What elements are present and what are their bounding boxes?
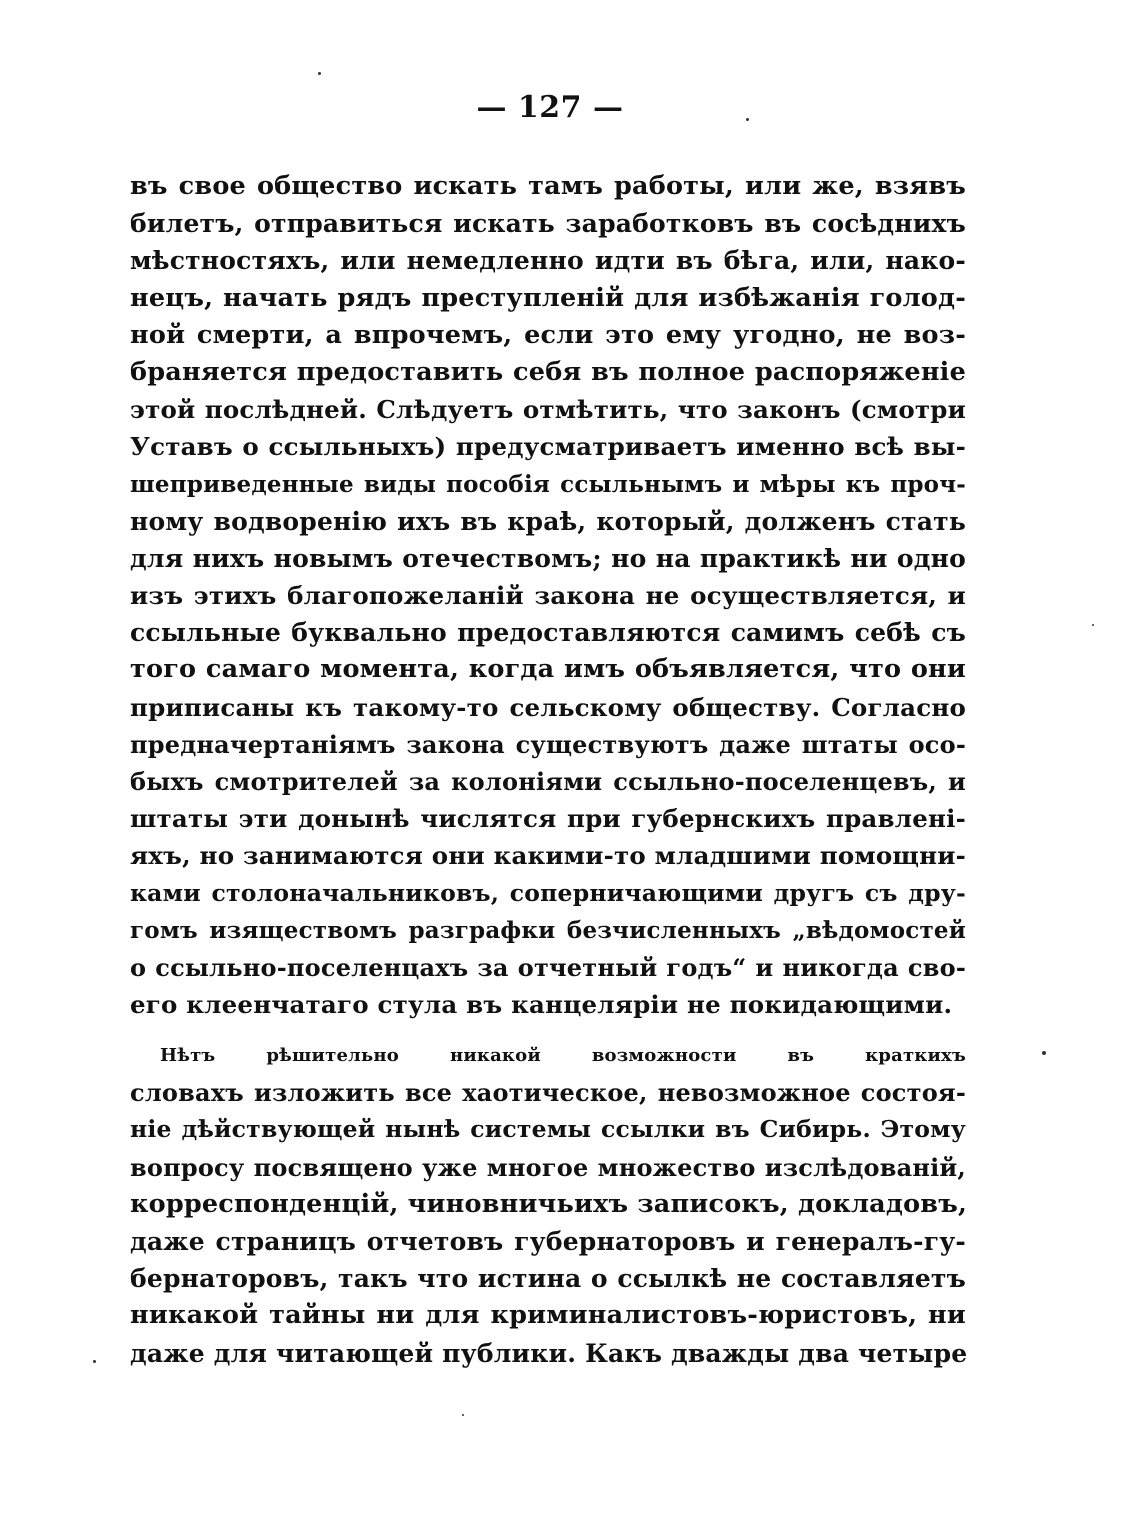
- text-line: этой послѣдней. Слѣдуетъ отмѣтить, что законъ (смотри: [130, 395, 966, 425]
- text-line: для нихъ новымъ отечествомъ; но на практикѣ ни одно: [130, 543, 966, 573]
- text-line: корреспонденцій, чиновничьихъ записокъ, докладовъ,: [130, 1188, 968, 1219]
- scan-speck: [318, 72, 321, 75]
- text-line: гомъ изяществомъ разграфки безчисленныхъ „вѣдомостей: [130, 916, 966, 944]
- text-line: бернаторовъ, такъ что истина о ссылкѣ не составляетъ: [130, 1264, 966, 1294]
- text-line: словахъ изложить все хаотическое, невозможное состоя-: [130, 1078, 966, 1108]
- paragraph-2: [130, 1037, 966, 1372]
- text-line: никакой тайны ни для криминалистовъ-юристовъ, ни: [130, 1300, 966, 1331]
- text-line: приписаны къ такому-то сельскому обществу. Согласно: [130, 692, 966, 722]
- text-line: изъ этихъ благопожеланій закона не осуществляется, и: [130, 581, 966, 611]
- text-line: мѣстностяхъ, или немедленно идти въ бѣга, или, нако-: [130, 246, 966, 276]
- text-line: ной смерти, а впрочемъ, если это ему угодно, не воз-: [130, 319, 966, 350]
- text-line: ному водворенію ихъ въ краѣ, который, долженъ стать: [130, 506, 966, 536]
- scan-speck: [1042, 1051, 1046, 1055]
- text-line: даже для читающей публики. Какъ дважды два четыре: [130, 1338, 968, 1368]
- page-number: — 127 —: [476, 90, 624, 125]
- text-line: даже страницъ отчетовъ губернаторовъ и генералъ-гу-: [130, 1226, 966, 1256]
- text-line: о ссыльно-поселенцахъ за отчетный годъ“ и никогда сво-: [130, 952, 966, 982]
- text-line: ками столоначальниковъ, соперничающими другъ съ дру-: [130, 878, 966, 907]
- text-line: шеприведенные виды пособія ссыльнымъ и мѣры къ проч-: [130, 470, 966, 498]
- text-line: быхъ смотрителей за колоніями ссыльно-поселенцевъ, и: [130, 767, 966, 796]
- text-line: Уставъ о ссыльныхъ) предусматриваетъ именно всѣ вы-: [130, 432, 966, 462]
- text-line: предначертаніямъ закона существуютъ даже штаты осо-: [130, 729, 966, 759]
- text-line: Нѣтъ рѣшительно никакой возможности въ краткихъ: [160, 1045, 966, 1066]
- text-line: ніе дѣйствующей нынѣ системы ссылки въ Сибирь. Этому: [130, 1115, 966, 1144]
- text-line: билетъ, отправиться искать заработковъ въ сосѣднихъ: [130, 209, 966, 239]
- paragraph-1: [130, 168, 966, 1023]
- text-line: нецъ, начать рядъ преступленій для избѣжанія голод-: [130, 282, 966, 313]
- scan-speck: [93, 1360, 96, 1363]
- scan-speck: [746, 118, 749, 121]
- text-line: вопросу посвящено уже многое множество изслѣдованій,: [130, 1152, 966, 1182]
- text-line: въ свое общество искать тамъ работы, или же, взявъ: [130, 171, 966, 201]
- text-line: штаты эти донынѣ числятся при губернскихъ правлені-: [130, 804, 966, 834]
- scan-speck: [1092, 624, 1094, 626]
- text-line: браняется предоставить себя въ полное распоряженіе: [130, 356, 966, 387]
- text-line: его клеенчатаго стула въ канцеляріи не покидающими.: [130, 990, 953, 1020]
- scan-speck: [462, 1414, 464, 1416]
- text-line: ссыльные буквально предоставляются самимъ себѣ съ: [130, 618, 966, 648]
- text-line: яхъ, но занимаются они какими-то младшими помощни-: [130, 841, 966, 871]
- text-line: того самаго момента, когда имъ объявляется, что они: [130, 654, 966, 685]
